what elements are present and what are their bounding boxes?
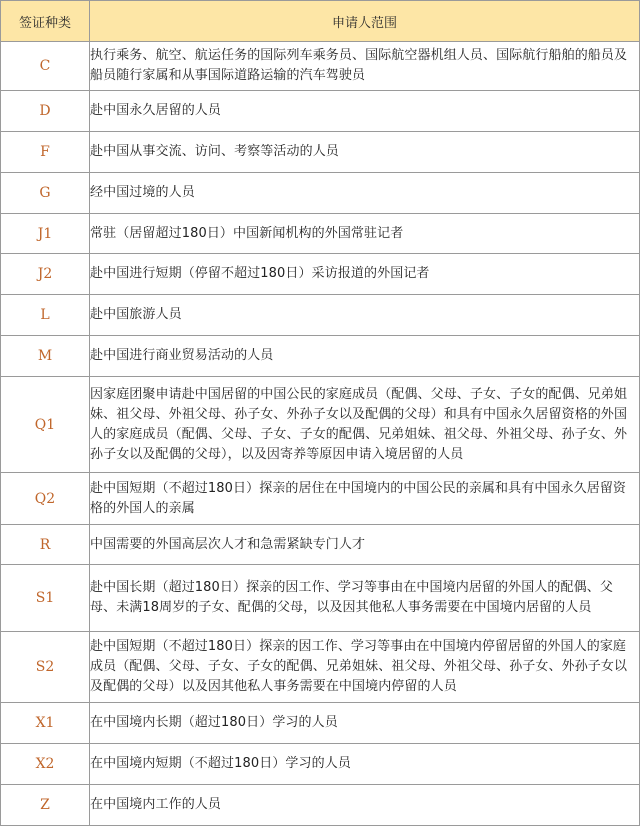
header-applicant-scope: 申请人范围 — [90, 1, 640, 42]
applicant-scope: 赴中国永久居留的人员 — [90, 91, 640, 132]
visa-code: S1 — [1, 565, 90, 632]
applicant-scope: 中国需要的外国高层次人才和急需紧缺专门人才 — [90, 525, 640, 565]
applicant-scope: 经中国过境的人员 — [90, 173, 640, 214]
applicant-scope: 在中国境内短期（不超过180日）学习的人员 — [90, 744, 640, 785]
table-row — [1, 295, 640, 336]
applicant-scope: 赴中国短期（不超过180日）探亲的居住在中国境内的中国公民的亲属和具有中国永久居留资格的外国人的亲属 — [90, 473, 640, 525]
visa-code: M — [1, 336, 90, 377]
visa-code: J1 — [1, 214, 90, 254]
table-row — [1, 132, 640, 173]
table-row — [1, 214, 640, 254]
visa-code: Q2 — [1, 473, 90, 525]
visa-code: Z — [1, 785, 90, 826]
applicant-scope: 在中国境内工作的人员 — [90, 785, 640, 826]
applicant-scope: 赴中国从事交流、访问、考察等活动的人员 — [90, 132, 640, 173]
visa-code: F — [1, 132, 90, 173]
table-header-row — [1, 1, 640, 42]
applicant-scope: 常驻（居留超过180日）中国新闻机构的外国常驻记者 — [90, 214, 640, 254]
applicant-scope: 赴中国旅游人员 — [90, 295, 640, 336]
header-visa-type: 签证种类 — [1, 1, 90, 42]
table-row — [1, 744, 640, 785]
table-row — [1, 703, 640, 744]
table-row — [1, 42, 640, 91]
visa-code: G — [1, 173, 90, 214]
visa-code: D — [1, 91, 90, 132]
table-row — [1, 91, 640, 132]
visa-code: J2 — [1, 254, 90, 295]
table-row — [1, 377, 640, 473]
visa-code: Q1 — [1, 377, 90, 473]
table-row — [1, 632, 640, 703]
visa-code: X2 — [1, 744, 90, 785]
visa-code: S2 — [1, 632, 90, 703]
table-row — [1, 173, 640, 214]
table-row — [1, 473, 640, 525]
applicant-scope: 赴中国短期（不超过180日）探亲的因工作、学习等事由在中国境内停留居留的外国人的家庭成员（配偶、父母、子女、子女的配偶、兄弟姐妹、祖父母、外祖父母、孙子女、外孙子女以及配偶的父母）以及因其他私人事务需要在中国境内停留的人员 — [90, 632, 640, 703]
applicant-scope: 执行乘务、航空、航运任务的国际列车乘务员、国际航空器机组人员、国际航行船舶的船员及船员随行家属和从事国际道路运输的汽车驾驶员 — [90, 42, 640, 91]
applicant-scope: 因家庭团聚申请赴中国居留的中国公民的家庭成员（配偶、父母、子女、子女的配偶、兄弟姐妹、祖父母、外祖父母、孙子女、外孙子女以及配偶的父母）和具有中国永久居留资格的外国人的家庭成员（配偶、父母、子女、子女的配偶、兄弟姐妹、祖父母、外祖父母、孙子女、外孙子女以及配偶的父母），以及因寄养等原因申请入境居留的人员 — [90, 377, 640, 473]
table-row — [1, 565, 640, 632]
table-row — [1, 785, 640, 826]
applicant-scope: 在中国境内长期（超过180日）学习的人员 — [90, 703, 640, 744]
applicant-scope: 赴中国进行短期（停留不超过180日）采访报道的外国记者 — [90, 254, 640, 295]
applicant-scope: 赴中国进行商业贸易活动的人员 — [90, 336, 640, 377]
applicant-scope: 赴中国长期（超过180日）探亲的因工作、学习等事由在中国境内居留的外国人的配偶、父母、未满18周岁的子女、配偶的父母，以及因其他私人事务需要在中国境内居留的人员 — [90, 565, 640, 632]
visa-code: L — [1, 295, 90, 336]
visa-code: C — [1, 42, 90, 91]
visa-code: R — [1, 525, 90, 565]
visa-code: X1 — [1, 703, 90, 744]
table-row — [1, 254, 640, 295]
table-row — [1, 525, 640, 565]
table-row — [1, 336, 640, 377]
